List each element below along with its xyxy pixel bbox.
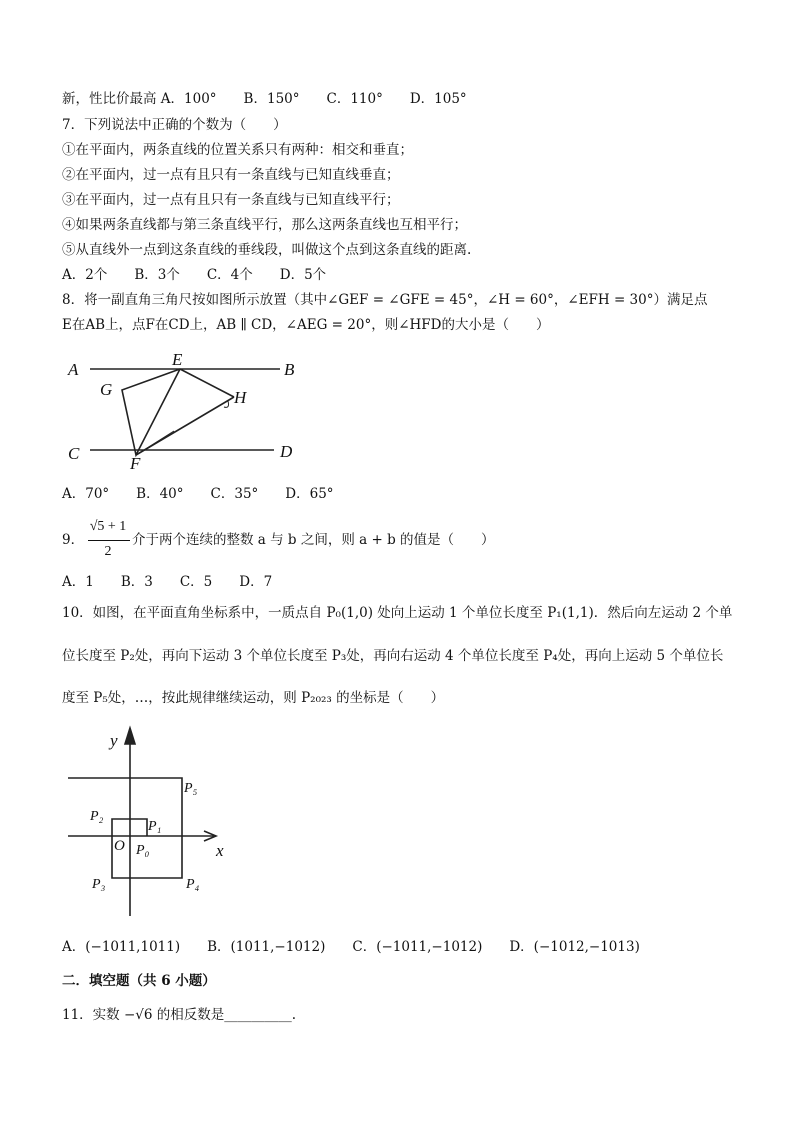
q8-label-d: D xyxy=(280,442,293,461)
q7-options: A．2个 B．3个 C．4个 D．5个 xyxy=(62,267,327,283)
q10-label-p5: P₅ xyxy=(184,781,198,796)
q10-label-y: y xyxy=(110,731,118,750)
q9-num: 9． xyxy=(62,532,85,548)
q7-item-1: ①在平面内，两条直线的位置关系只有两种：相交和垂直； xyxy=(62,142,413,158)
q9-frac-top: √5 + 1 xyxy=(89,519,127,534)
q8-label-g: G xyxy=(100,380,113,399)
q7-item-2: ②在平面内，过一点有且只有一条直线与已知直线垂直； xyxy=(62,167,400,183)
q7-item-4: ④如果两条直线都与第三条直线平行，那么这两条直线也互相平行； xyxy=(62,217,467,233)
q8-label-a: A xyxy=(68,360,79,379)
q9-frac-bottom: 2 xyxy=(104,544,112,559)
section-heading: 二．填空题（共 6 小题） xyxy=(62,973,216,989)
q8-label-c: C xyxy=(68,444,80,463)
q8-label-f: F xyxy=(130,454,141,473)
q7-item-3: ③在平面内，过一点有且只有一条直线与已知直线平行； xyxy=(62,192,400,208)
q10-options: A．(−1011,1011) B．(1011,−1012) C．(−1011,−1012) D．(−1012,−1013) xyxy=(62,939,640,955)
q8-label-b: B xyxy=(284,360,295,379)
q10-figure xyxy=(62,724,242,920)
q10-label-p4: P₄ xyxy=(186,877,200,892)
q8-label-e: E xyxy=(172,350,183,369)
q10-label-o: O xyxy=(114,838,125,854)
q7-item-5: ⑤从直线外一点到这条直线的垂线段，叫做这个点到这条直线的距离. xyxy=(62,242,472,258)
q9-options: A．1 B．3 C．5 D．7 xyxy=(62,574,273,590)
q11-line: 11．实数 −√6 的相反数是__________. xyxy=(62,1007,297,1023)
q8-figure xyxy=(62,345,312,473)
q10-label-p3: P₃ xyxy=(92,877,106,892)
q8-line2: E在AB上，点F在CD上，AB ∥ CD，∠AEG = 20°，则∠HFD的大小是（ ） xyxy=(62,317,550,333)
q10-label-p2: P₂ xyxy=(90,809,104,824)
q10-label-p1: P₁ xyxy=(148,819,162,834)
q10-label-p0: P₀ xyxy=(136,843,150,858)
q6-line: 新，性比价最高 A．100° B．150° C．110° D．105° xyxy=(62,91,467,107)
q10-line2: 位长度至 P₂处，再向下运动 3 个单位长度至 P₃处，再向右运动 4 个单位长度至 P₄处，再向上运动 5 个单位长 xyxy=(62,648,724,664)
q10-line3: 度至 P₅处，…，按此规律继续运动，则 P₂₀₂₃ 的坐标是（ ） xyxy=(62,690,445,706)
q7-stem: 7．下列说法中正确的个数为（ ） xyxy=(62,117,287,133)
q8-label-h: H xyxy=(234,388,247,407)
q10-line1: 10．如图，在平面直角坐标系中，一质点自 P₀(1,0) 处向上运动 1 个单位长度至 P₁(1,1)．然后向左运动 2 个单 xyxy=(62,605,733,621)
q8-line1: 8．将一副直角三角尺按如图所示放置（其中∠GEF = ∠GFE = 45°，∠H = 60°，∠EFH = 30°）满足点 xyxy=(62,292,708,308)
q9-frac-bar xyxy=(88,540,130,541)
q10-label-x: x xyxy=(216,841,224,860)
q9-rest: 介于两个连续的整数 a 与 b 之间，则 a + b 的值是（ ） xyxy=(132,532,495,548)
q8-options: A．70° B．40° C．35° D．65° xyxy=(62,486,334,502)
